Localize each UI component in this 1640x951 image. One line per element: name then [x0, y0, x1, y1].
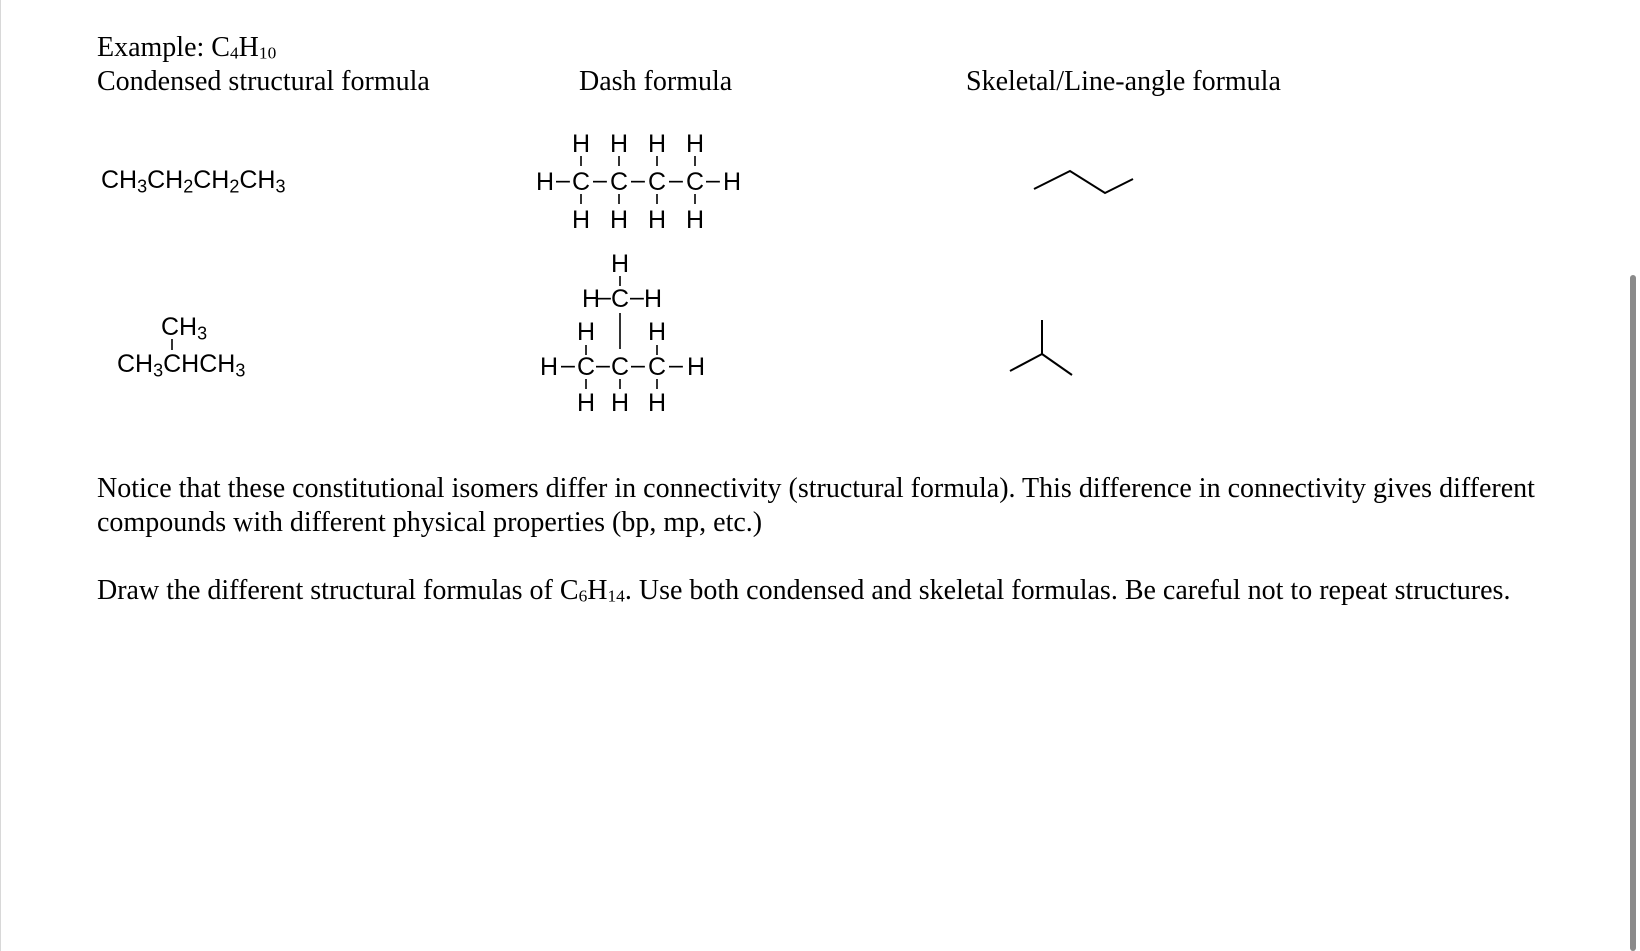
task-formula-c: C [559, 575, 579, 606]
isobutane-branch-ch: CH [161, 313, 198, 341]
isobutane-skeletal-formula [1001, 315, 1081, 380]
butane-group-3-sub: 2 [229, 176, 240, 197]
header-skeletal: Skeletal/Line-angle formula [966, 66, 1281, 97]
svg-text:–: – [556, 166, 570, 194]
svg-text:C: C [647, 168, 667, 196]
svg-text:H: H [609, 206, 629, 234]
formula-h: H [238, 32, 259, 63]
svg-text:H: H [685, 130, 705, 158]
formula-h-sub: 10 [258, 43, 277, 63]
svg-text:–: – [706, 166, 720, 194]
svg-text:–: – [561, 351, 575, 379]
vertical-scrollbar[interactable] [1630, 275, 1636, 951]
isobutane-branch-sub: 3 [197, 323, 208, 344]
formula-c: C [211, 32, 230, 63]
butane-carbon-chain [536, 166, 741, 196]
svg-text:H: H [571, 206, 591, 234]
butane-skeletal-formula [1026, 160, 1136, 200]
svg-text:H: H [685, 206, 705, 234]
isobutane-main-chain [117, 350, 246, 381]
svg-text:C: C [571, 168, 591, 196]
svg-text:H: H [643, 285, 663, 313]
svg-text:H: H [539, 353, 559, 381]
notice-paragraph: Notice that these constitutional isomers differ in connectivity (structural formula). This difference in connectivity gives different compounds with different physical properties (bp, mp, etc.) [97, 473, 1535, 538]
butane-group-1-sub: 3 [137, 176, 148, 197]
svg-text:C: C [685, 168, 705, 196]
svg-text:H: H [647, 389, 667, 415]
example-prefix: Example: [97, 32, 212, 63]
butane-group-2-sub: 2 [183, 176, 194, 197]
isobutane-dash-formula [531, 245, 731, 415]
butane-bottom-hydrogens [572, 206, 704, 234]
butane-group-1: CH [101, 166, 138, 194]
svg-text:H: H [686, 353, 706, 381]
svg-text:H: H [610, 250, 630, 278]
svg-text:H: H [609, 130, 629, 158]
svg-text:H: H [576, 389, 596, 415]
task-text-end: . Use both condensed and skeletal formulas. Be careful not to repeat structures. [624, 575, 1511, 606]
svg-text:C: C [576, 353, 596, 381]
isobutane-left-line [1010, 354, 1042, 371]
butane-group-4-sub: 3 [275, 176, 286, 197]
task-formula-h: H [587, 575, 608, 606]
butane-condensed-formula [101, 166, 286, 197]
svg-text:H: H [722, 168, 742, 196]
butane-dash-formula [531, 125, 761, 235]
isobutane-main-chch: CHCH [163, 350, 236, 378]
task-formula-h-sub: 14 [607, 586, 625, 606]
butane-group-2: CH [147, 166, 184, 194]
example-title [97, 31, 276, 65]
svg-text:–: – [630, 283, 644, 311]
butane-zigzag [1034, 171, 1133, 193]
svg-text:–: – [669, 351, 683, 379]
svg-text:H: H [576, 318, 596, 346]
svg-text:–: – [631, 166, 645, 194]
butane-bottom-bonds [581, 194, 695, 204]
butane-top-bonds [581, 156, 695, 166]
task-text-start: Draw the different structural formulas of [97, 575, 560, 606]
svg-text:–: – [596, 351, 610, 379]
formula-c-sub: 4 [229, 43, 239, 63]
butane-group-3: CH [193, 166, 230, 194]
svg-text:H: H [535, 168, 555, 196]
header-condensed: Condensed structural formula [97, 66, 430, 97]
svg-text:H: H [571, 130, 591, 158]
butane-group-4: CH [239, 166, 276, 194]
svg-text:–: – [593, 166, 607, 194]
butane-top-hydrogens [572, 130, 704, 158]
svg-text:H: H [610, 389, 630, 415]
svg-text:H: H [647, 318, 667, 346]
svg-text:H: H [647, 206, 667, 234]
svg-text:–: – [597, 283, 611, 311]
svg-text:C: C [610, 353, 630, 381]
isobutane-main-sub-2: 3 [235, 360, 246, 381]
header-dash: Dash formula [579, 66, 733, 97]
task-formula-c-sub: 6 [578, 586, 588, 606]
svg-text:C: C [647, 353, 667, 381]
task-paragraph [97, 574, 1545, 608]
svg-text:–: – [631, 351, 645, 379]
svg-text:C: C [610, 285, 630, 313]
svg-text:H: H [647, 130, 667, 158]
isobutane-main-sub-1: 3 [153, 360, 164, 381]
isobutane-main-ch: CH [117, 350, 154, 378]
svg-text:H: H [581, 285, 601, 313]
svg-text:C: C [609, 168, 629, 196]
isobutane-right-line [1042, 354, 1072, 375]
svg-text:–: – [669, 166, 683, 194]
